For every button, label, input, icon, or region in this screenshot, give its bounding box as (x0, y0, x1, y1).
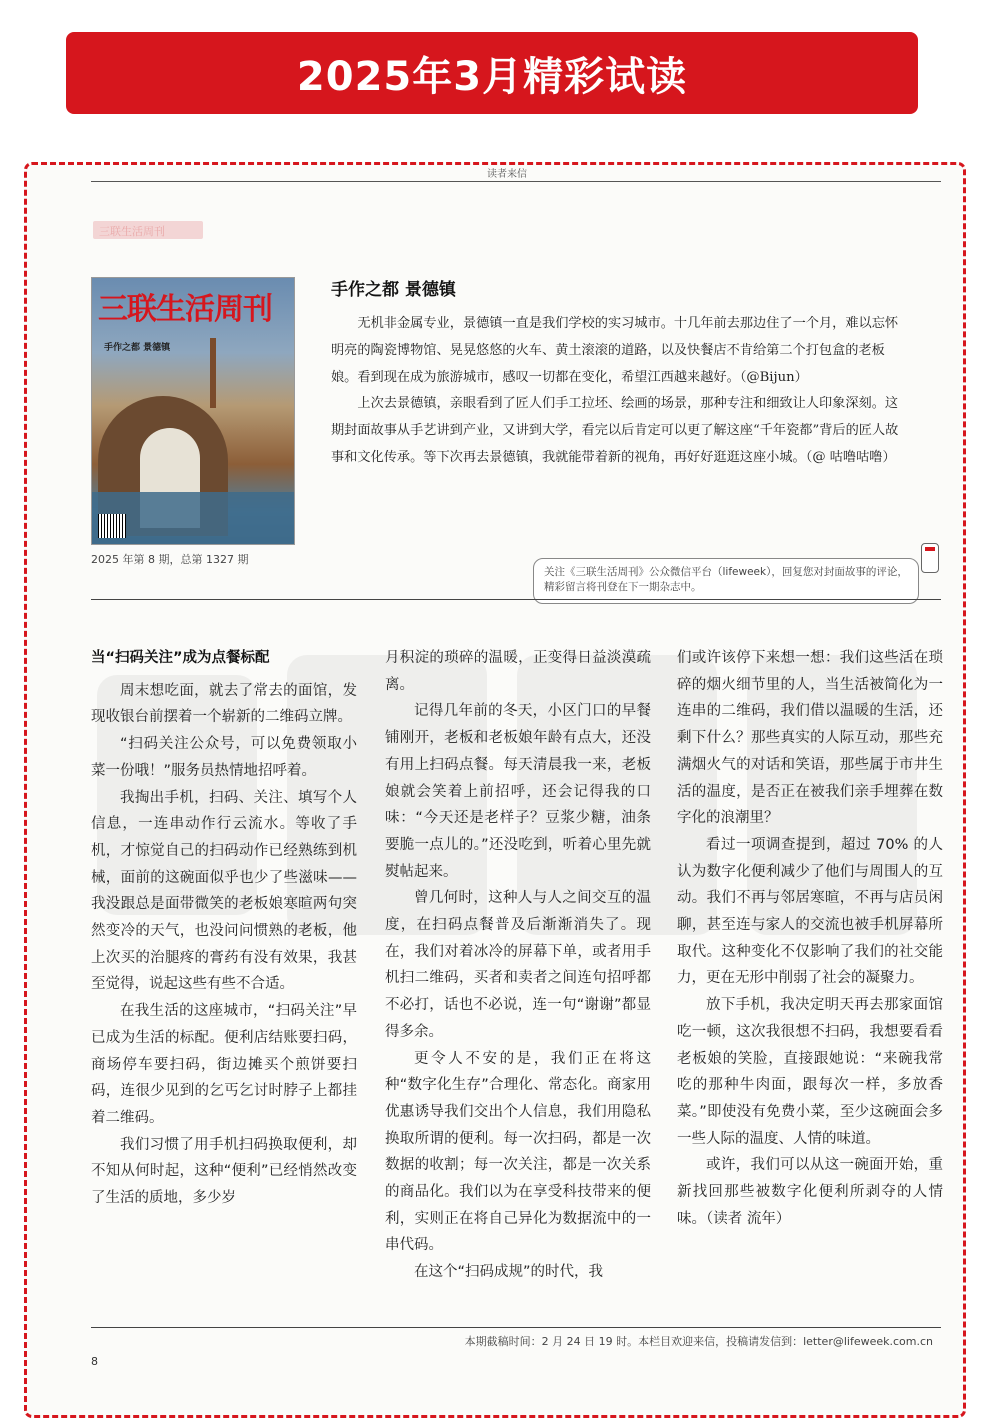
essay-heading: 当“扫码关注”成为点餐标配 (91, 650, 270, 666)
letters-title: 手作之都 景德镇 (331, 280, 456, 300)
essay-paragraph: 曾几何时，这种人与人之间交互的温度，在扫码点餐普及后渐渐消失了。现在，我们对着冰冷的屏幕下单，或者用手机扫二维码，买者和卖者之间连句招呼都不必打，话也不必说，连一句“谢谢”都显得多余。 (385, 890, 651, 1040)
bottom-divider (91, 1327, 941, 1328)
page-number: 8 (91, 1355, 98, 1368)
promo-banner (66, 32, 918, 114)
cover-logo: 三联生活周刊 (98, 292, 272, 327)
submission-note: 本期截稿时间：2 月 24 日 19 时。本栏目欢迎来信，投稿请发信到：letter@lifeweek.com.cn (464, 1335, 933, 1348)
essay-paragraph: 月积淀的琐碎的温暖，正变得日益淡漠疏离。 (385, 650, 651, 693)
cover-subhead: 手作之都 景德镇 (104, 343, 171, 353)
essay-column-2 (385, 645, 651, 1286)
essay-paragraph: 在我生活的这座城市，“扫码关注”早已成为生活的标配。便利店结账要扫码，商场停车要扫码，街边摊买个煎饼要扫码，连很少见到的乞丐乞讨时脖子上都挂着二维码。 (91, 1003, 357, 1126)
kiln-chimney-icon (210, 338, 216, 408)
banner-title: 2025年3月精彩试读 (296, 53, 688, 100)
essay-paragraph: “扫码关注公众号，可以免费领取小菜一份哦！”服务员热情地招呼着。 (91, 736, 357, 779)
essay-paragraph: 周末想吃面，就去了常去的面馆，发现收银台前摆着一个崭新的二维码立牌。 (91, 682, 357, 726)
reader-letters (331, 311, 905, 472)
essay-paragraph: 看过一项调查提到，超过 70% 的人认为数字化便利减少了他们与周围人的互动。我们不再与邻居寒暄，不再与店员闲聊，甚至连与家人的交流也被手机屏幕所取代。这种变化不仅影响了我们的社交能力，更在无形中削弱了社会的凝聚力。 (677, 836, 943, 987)
essay-paragraph: 们或许该停下来想一想：我们这些活在琐碎的烟火细节里的人，当生活被简化为一连串的二维码，我们借以温暖的生活，还剩下什么？那些真实的人际互动，那些充满烟火气的对话和笑语，那些属于市井生活的温度，是否正在被我们亲手埋葬在数字化的浪潮里？ (677, 650, 943, 827)
essay-paragraph: 我们习惯了用手机扫码换取便利，却不知从何时起，这种“便利”已经悄然改变了生活的质地，多少岁 (91, 1136, 357, 1207)
section-tag: 读者来信 (487, 169, 527, 180)
mid-divider (91, 599, 941, 600)
essay-paragraph: 在这个“扫码成规”的时代，我 (414, 1264, 604, 1281)
letter-paragraph: 上次去景德镇，亲眼看到了匠人们手工拉坯、绘画的场景，那种专注和细致让人印象深刻。这期封面故事从手艺讲到产业，又讲到大学，看完以后肯定可以更了解这座“千年瓷都”背后的匠人故事和文化传承。等下次再去景德镇，我就能带着新的视角，再好好逛逛这座小城。（@ 咕噜咕噜） (331, 396, 899, 465)
cover-masthead (92, 288, 294, 327)
top-divider (91, 181, 941, 182)
wechat-notice: 关注《三联生活周刊》公众微信平台（lifeweek），回复您对封面故事的评论，精彩留言将刊登在下一期杂志中。 (533, 558, 919, 604)
essay-paragraph: 放下手机，我决定明天再去那家面馆吃一顿，这次我很想不扫码，我想要看看老板娘的笑脸，直接跟她说：“来碗我常吃的那种牛肉面，跟每次一样，多放香菜。”即使没有免费小菜，至少这碗面会多一些人际的温度、人情的味道。 (677, 997, 943, 1147)
essay-paragraph: 或许，我们可以从这一碗面开始，重新找回那些被数字化便利所剥夺的人情味。（读者 流年） (677, 1157, 943, 1227)
essay-paragraph: 我掏出手机，扫码、关注、填写个人信息，一连串动作行云流水。等收了手机，才惊觉自己的扫码动作已经熟练到机械，面前的这碗面似乎也少了些滋味——我没跟总是面带微笑的老板娘寒暄两句突然变冷的天气，也没问问惯熟的老板，他上次买的治腿疼的膏药有没有效果，我甚至觉得，说起这些有些不合适。 (91, 789, 357, 993)
letter-paragraph: 无机非金属专业，景德镇一直是我们学校的实习城市。十几年前去那边住了一个月，难以忘怀明亮的陶瓷博物馆、晃晃悠悠的火车、黄土滚滚的道路，以及快餐店不肯给第二个打包盒的老板娘。看到现在成为旅游城市，感叹一切都在变化，希望江西越来越好。（@Bijun） (331, 316, 899, 385)
magazine-page-scan (24, 162, 966, 1418)
phone-icon (921, 543, 939, 573)
essay-paragraph: 记得几年前的冬天，小区门口的早餐铺刚开，老板和老板娘年龄有点大，还没有用上扫码点餐。每天清晨我一来，老板娘就会笑着上前招呼，还会记得我的口味：“今天还是老样子？豆浆少糖，油条要脆一点儿的。”还没吃到，听着心里先就熨帖起来。 (385, 703, 651, 880)
essay-column-3 (677, 645, 943, 1232)
barcode-icon (98, 514, 126, 538)
essay-paragraph: 更令人不安的是，我们正在将这种“数字化生存”合理化、常态化。商家用优惠诱导我们交出个人信息，我们用隐私换取所谓的便利。每一次扫码，都是一次数据的收割；每一次关注，都是一次关系的商品化。我们以为在享受科技带来的便利，实则正在将自己异化为数据流中的一串代码。 (385, 1050, 651, 1254)
magazine-cover-image (91, 277, 295, 545)
essay-column-1 (91, 645, 357, 1212)
cover-caption: 2025 年第 8 期，总第 1327 期 (91, 553, 249, 566)
faded-section-label: 三联生活周刊 (93, 221, 203, 239)
